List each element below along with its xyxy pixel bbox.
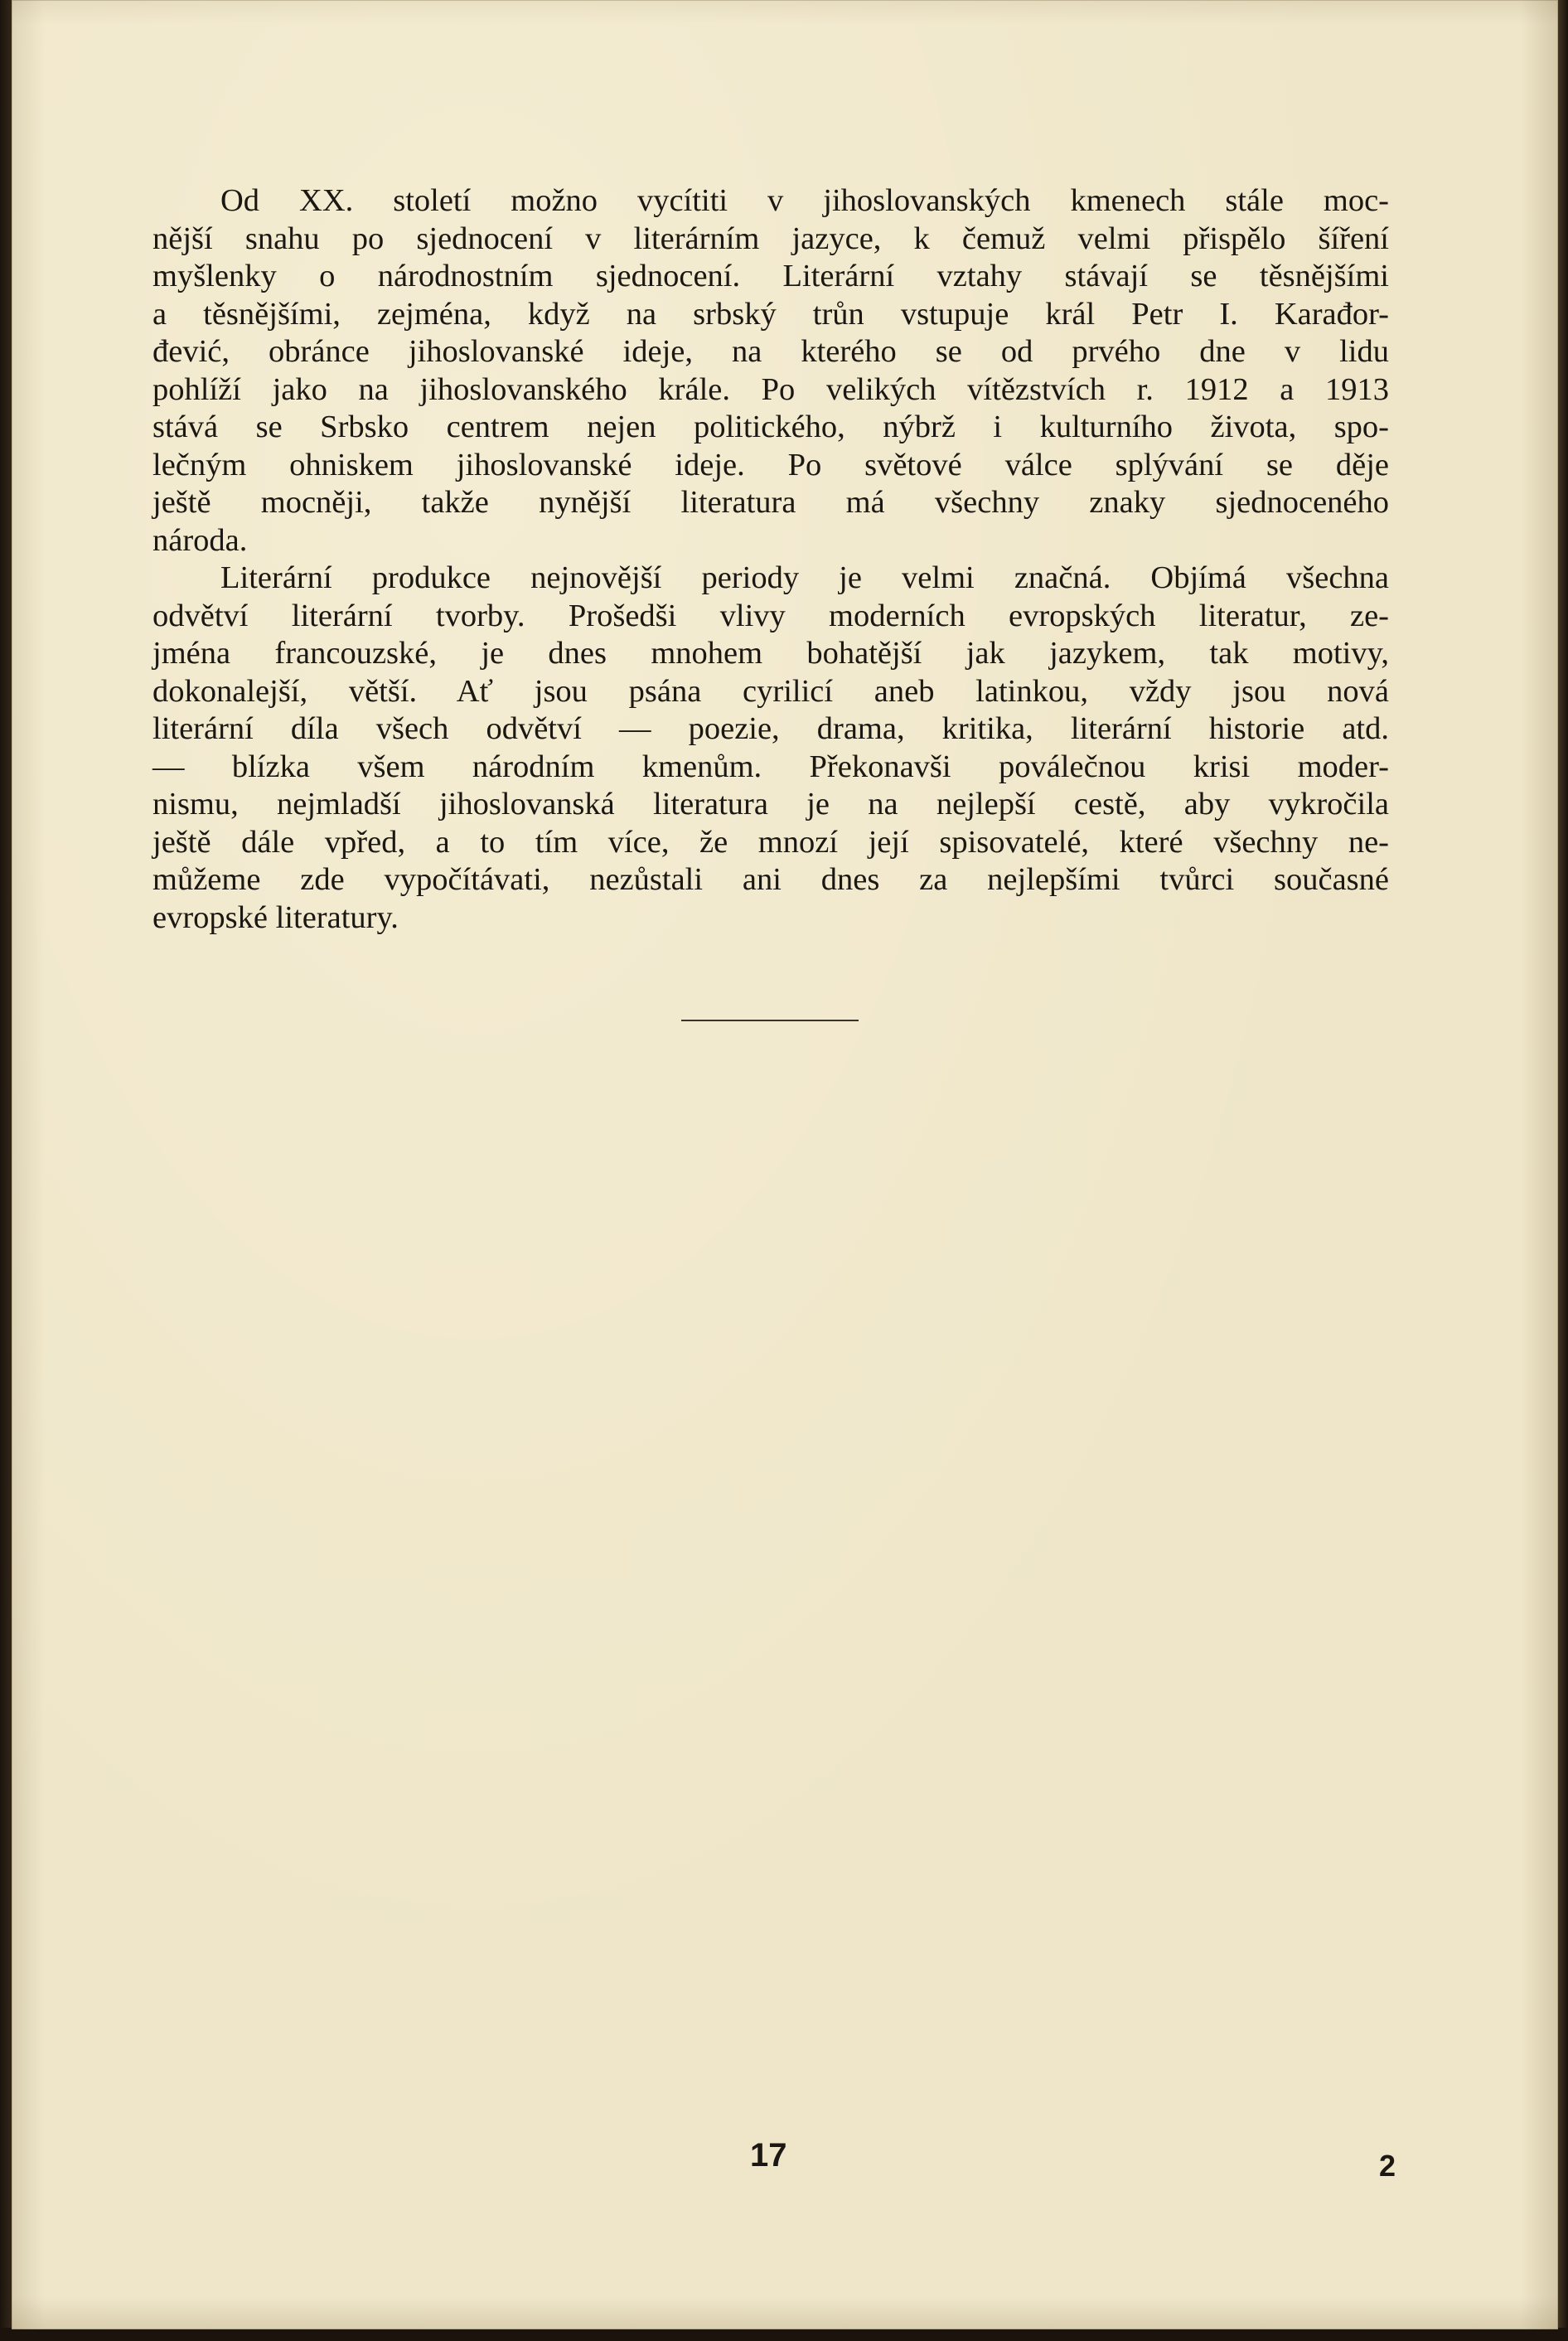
text-line: đević, obránce jihoslovanské ideje, na kterého se od prvého dne v lidu: [152, 334, 1389, 369]
page-number: 17: [750, 2137, 787, 2174]
text-line: literární díla všech odvětví — poezie, drama, kritika, literární historie atd.: [152, 711, 1389, 746]
scan-right-edge: [1556, 0, 1568, 2341]
scan-bottom-edge: [0, 2328, 1568, 2341]
text-line: nismu, nejmladší jihoslovanská literatura je na nejlepší cestě, aby vykročila: [152, 787, 1389, 822]
text-line: evropské literatury.: [152, 899, 399, 935]
sheet-number: 2: [1379, 2149, 1396, 2183]
text-line: odvětví literární tvorby. Prošedši vlivy moderních evropských literatur, ze-: [152, 598, 1389, 633]
text-line: ještě dále vpřed, a to tím více, že mnozí její spisovatelé, které všechny ne-: [152, 824, 1389, 860]
text-line: — blízka všem národním kmenům. Překonavši poválečnou krisi moder-: [152, 749, 1389, 784]
text-line: dokonalejší, větší. Ať jsou psána cyrilicí aneb latinkou, vždy jsou nová: [152, 673, 1389, 709]
text-line: nější snahu po sjednocení v literárním jazyce, k čemuž velmi přispělo šíření: [152, 221, 1389, 256]
text-line: národa.: [152, 522, 248, 558]
text-line: jména francouzské, je dnes mnohem bohatější jak jazykem, tak motivy,: [152, 636, 1389, 671]
text-line: lečným ohniskem jihoslovanské ideje. Po světové válce splývání se děje: [152, 447, 1389, 482]
section-divider: [681, 1020, 859, 1021]
text-line: a těsnějšími, zejména, když na srbský trůn vstupuje král Petr I. Karađor-: [152, 296, 1389, 332]
paragraph-1: [152, 182, 1389, 560]
text-line: Literární produkce nejnovější periody je velmi značná. Objímá všechna: [220, 560, 1389, 595]
text-line: pohlíží jako na jihoslovanského krále. Po velikých vítězstvích r. 1912 a 1913: [152, 371, 1389, 407]
paragraph-2: [152, 560, 1389, 937]
text-line: ještě mocněji, takže nynější literatura má všechny znaky sjednoceného: [152, 485, 1389, 520]
text-line: myšlenky o národnostním sjednocení. Literární vztahy stávají se těsnějšími: [152, 259, 1389, 293]
text-line: můžeme zde vypočítávati, nezůstali ani dnes za nejlepšími tvůrci současné: [152, 862, 1389, 897]
text-line: stává se Srbsko centrem nejen politického, nýbrž i kulturního života, spo-: [152, 410, 1389, 444]
body-text: [152, 182, 1389, 937]
text-line: Od XX. století možno vycítiti v jihoslovanských kmenech stále moc-: [220, 183, 1389, 218]
